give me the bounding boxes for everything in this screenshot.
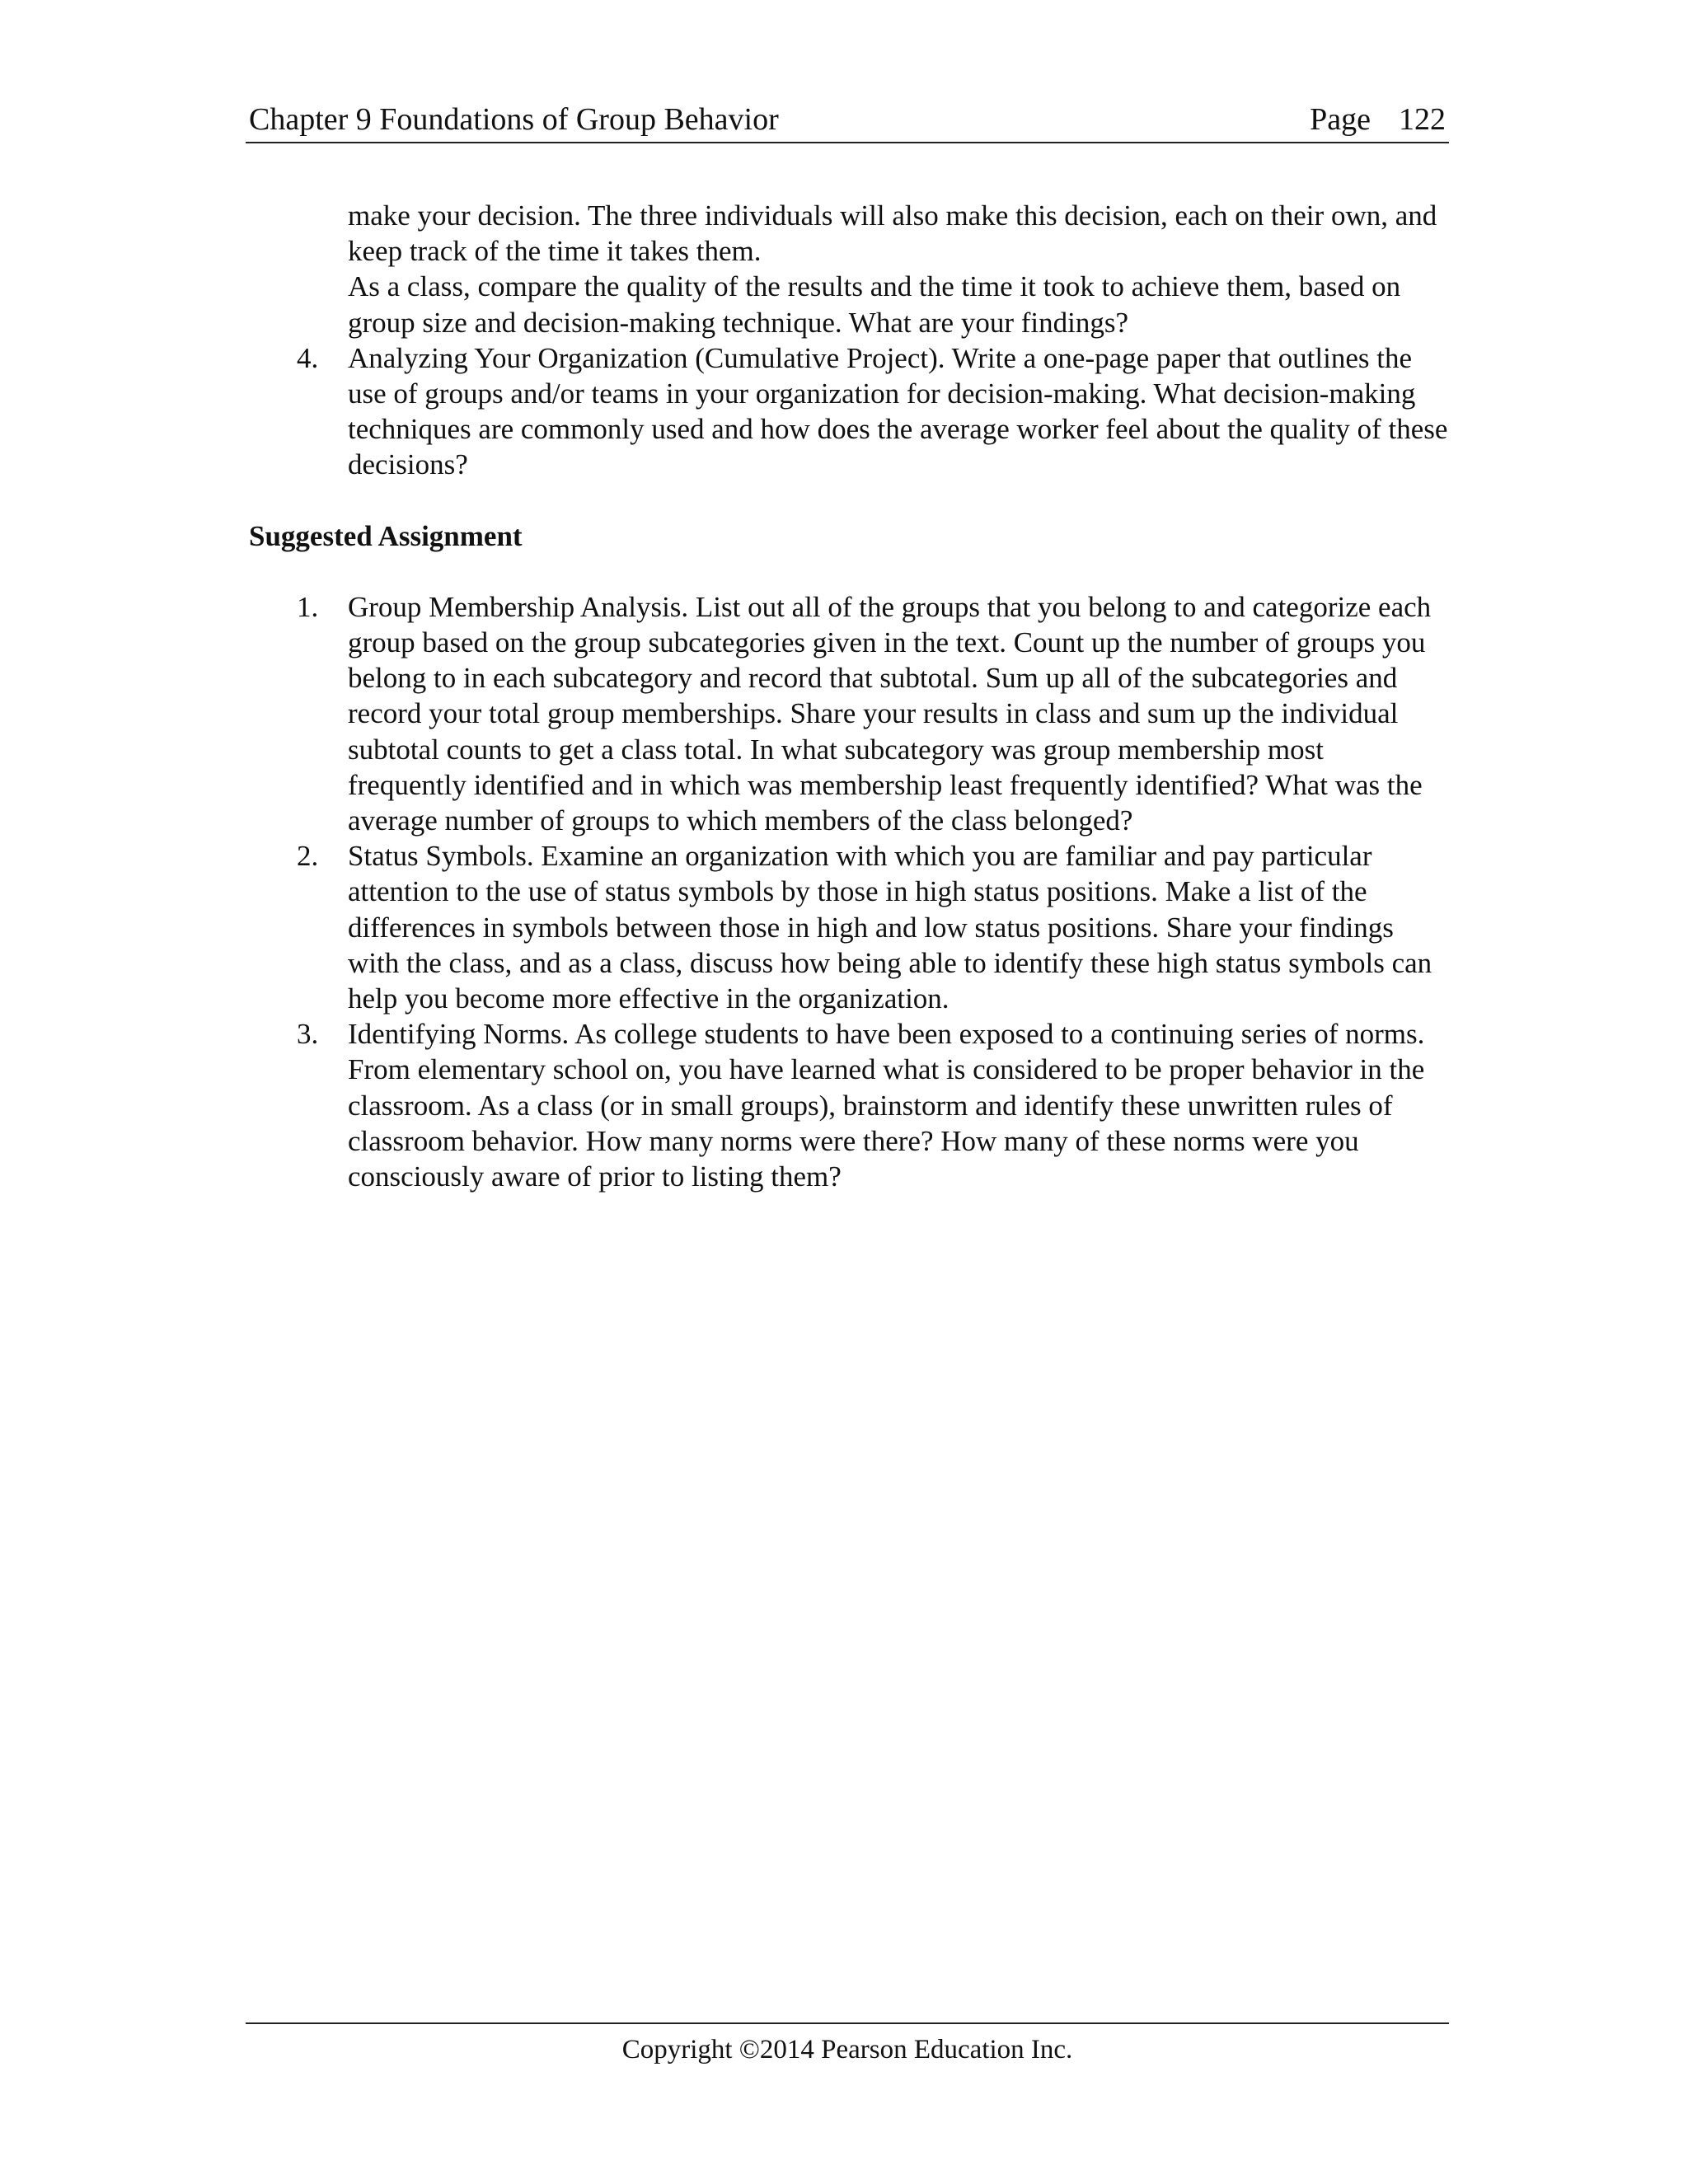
item-number: 2. [297, 840, 319, 873]
item-text: Analyzing Your Organization (Cumulative Project). Write a one-page paper that outlines the use of groups and/or teams in your organization for decision-making. What decision-making techniques are commonly used and how does the average worker feel about the quality of these decisions? [348, 341, 1448, 481]
page-footer [246, 2022, 1449, 2070]
list-item [246, 838, 1449, 1016]
item-number: 3. [297, 1018, 319, 1051]
list-item [246, 589, 1449, 838]
page-label: Page [1310, 102, 1371, 137]
page-header [246, 97, 1449, 143]
continued-paragraph [348, 198, 1449, 340]
section-heading: Suggested Assignment [249, 519, 523, 552]
page-number: 122 [1399, 102, 1446, 137]
item-text: Status Symbols. Examine an organization with which you are familiar and pay particular attention to the use of status symbols by those in high status positions. Make a list of the differences in symbols between those in high and low status positions. Share your findings with the class, and as a class, discuss how being able to identify these high status symbols can help you become more effective in the organization. [348, 840, 1432, 1015]
page-content [246, 198, 1449, 1194]
list-item [246, 340, 1449, 483]
chapter-title: Chapter 9 Foundations of Group Behavior [249, 102, 779, 137]
item-text: Identifying Norms. As college students to have been exposed to a continuing series of norms. From elementary school on, you have learned what is considered to be proper behavior in the classroom. As a class (or in small groups), brainstorm and identify these unwritten rules of classroom behavior. How many norms were there? How many of these norms were you consciously aware of prior to listing them? [348, 1018, 1425, 1193]
continued-line: As a class, compare the quality of the results and the time it took to achieve them, based on group size and decision-making technique. What are your findings? [348, 270, 1401, 339]
exercise-list [246, 340, 1449, 483]
assignment-list [246, 589, 1449, 1194]
item-text: Group Membership Analysis. List out all of the groups that you belong to and categorize each group based on the group subcategories given in the text. Count up the number of groups you belong to in each subcategory and record that subtotal. Sum up all of the subcategories and record your total group memberships. Share your results in class and sum up the individual subtotal counts to get a class total. In what subcategory was group membership most frequently identified and in which was membership least frequently identified? What was the average number of groups to which members of the class belonged? [348, 590, 1432, 837]
continued-line: make your decision. The three individuals will also make this decision, each on their own, and keep track of the time it takes them. [348, 199, 1437, 268]
list-item [246, 1016, 1449, 1194]
page-indicator [1310, 97, 1446, 142]
copyright-notice: Copyright ©2014 Pearson Education Inc. [621, 2035, 1073, 2064]
item-number: 4. [297, 341, 319, 374]
item-number: 1. [297, 590, 319, 623]
